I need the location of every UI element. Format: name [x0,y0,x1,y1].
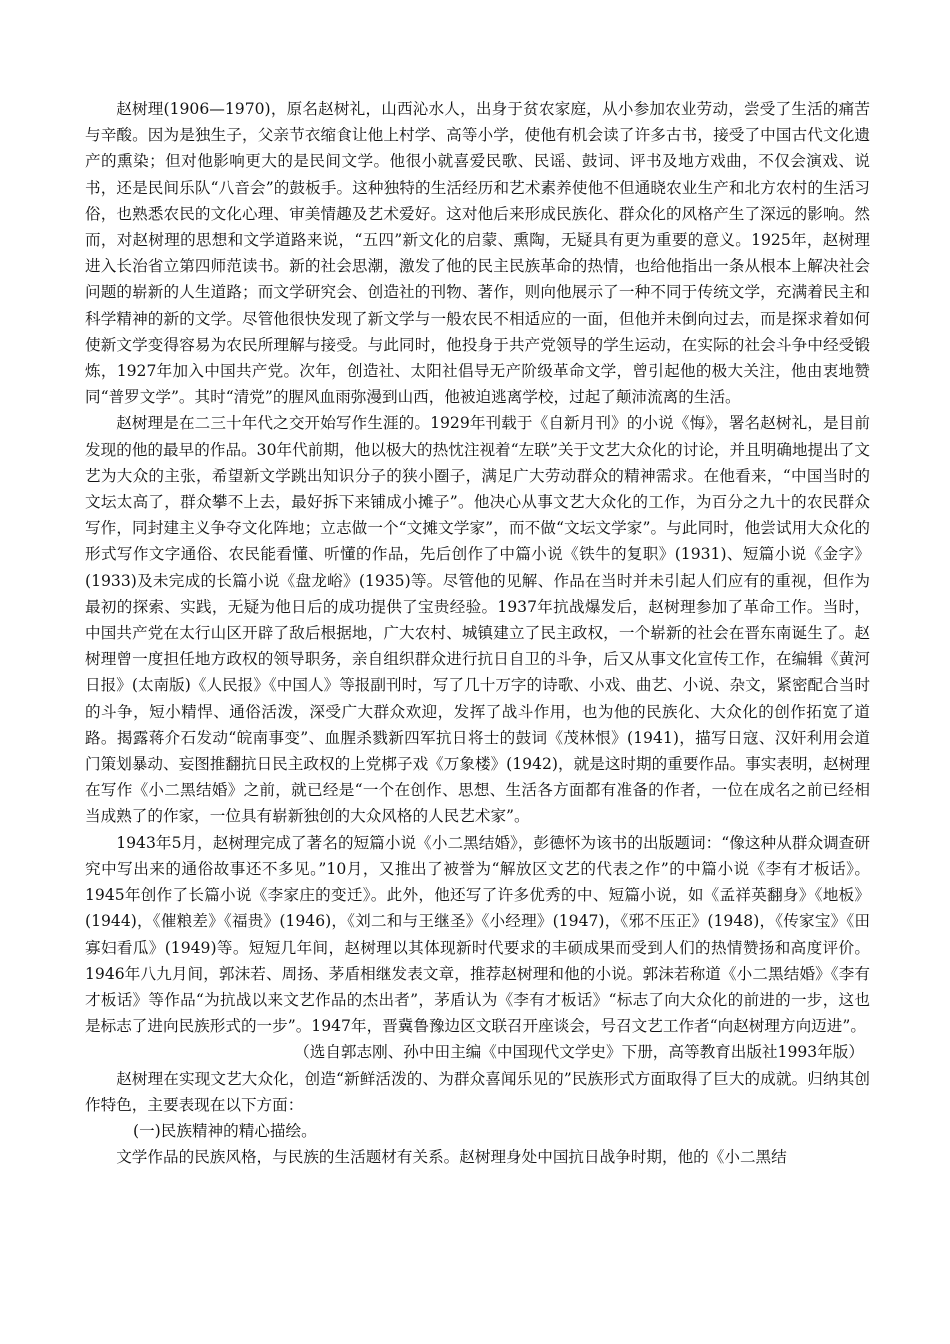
paragraph-early-career: 赵树理是在二三十年代之交开始写作生涯的。1929年刊载于《自新月刊》的小说《悔》，署名赵树礼，是目前发现的他的最早的作品。30年代前期，他以极大的热忱注视着“左联”关于文艺大众化的讨论，并且明确地提出了文艺为大众的主张，希望新文学跳出知识分子的狭小圈子，满足广大劳动群众的精神需求。在他看来，“中国当时的文坛太高了，群众攀不上去，最好拆下来铺成小摊子”。他决心从事文艺大众化的工作，为百分之九十的农民群众写作，同封建主义争夺文化阵地；立志做一个“文摊文学家”，而不做“文坛文学家”。与此同时，他尝试用大众化的形式写作文字通俗、农民能看懂、听懂的作品，先后创作了中篇小说《铁牛的复职》(1931)、短篇小说《金字》(1933)及未完成的长篇小说《盘龙峪》(1935)等。尽管他的见解、作品在当时并未引起人们应有的重视，但作为最初的探索、实践，无疑为他日后的成功提供了宝贵经验。1937年抗战爆发后，赵树理参加了革命工作。当时，中国共产党在太行山区开辟了敌后根据地，广大农村、城镇建立了民主政权，一个崭新的社会在晋东南诞生了。赵树理曾一度担任地方政权的领导职务，亲自组织群众进行抗日自卫的斗争，后又从事文化宣传工作，在编辑《黄河日报》(太南版)《人民报》《中国人》等报副刊时，写了几十万字的诗歌、小戏、曲艺、小说、杂文，紧密配合当时的斗争，短小精悍、通俗活泼，深受广大群众欢迎，发挥了战斗作用，也为他的民族化、大众化的创作拓宽了道路。揭露蒋介石发动“皖南事变”、血腥杀戮新四军抗日将士的鼓词《茂林恨》(1941)，描写日寇、汉奸利用会道门策划暴动、妄图推翻抗日民主政权的上党梆子戏《万象楼》(1942)，就是这时期的重要作品。事实表明，赵树理在写作《小二黑结婚》之前，就已经是“一个在创作、思想、生活各方面都有准备的作者，一位在成名之前已经相当成熟了的作家，一位具有崭新独创的大众风格的人民艺术家”。 [85,414,870,826]
document-page [85,96,870,1170]
paragraph-biography: 赵树理(1906—1970)，原名赵树礼，山西沁水人，出身于贫农家庭，从小参加农业劳动，尝受了生活的痛苦与辛酸。因为是独生子，父亲节衣缩食让他上村学、高等小学，使他有机会读了许多古书，接受了中国古代文化遗产的熏染；但对他影响更大的是民间文学。他很小就喜爱民歌、民谣、鼓词、评书及地方戏曲，不仅会演戏、说书，还是民间乐队“八音会”的鼓板手。这种独特的生活经历和艺术素养使他不但通晓农业生产和北方农村的生活习俗，也熟悉农民的文化心理、审美情趣及艺术爱好。这对他后来形成民族化、群众化的风格产生了深远的影响。然而，对赵树理的思想和文学道路来说，“五四”新文化的启蒙、熏陶，无疑具有更为重要的意义。1925年，赵树理进入长治省立第四师范读书。新的社会思潮，激发了他的民主民族革命的热情，也给他指出一条从根本上解决社会问题的崭新的人生道路；而文学研究会、创造社的刊物、著作，则向他展示了一种不同于传统文学，充满着民主和科学精神的新的文学。尽管他很快发现了新文学与一般农民不相适应的一面，但他并未倒向过去，而是探求着如何使新文学变得容易为农民所理解与接受。与此同时，他投身于共产党领导的学生运动，在实际的社会斗争中经受锻炼，1927年加入中国共产党。次年，创造社、太阳社倡导无产阶级革命文学，曾引起他的极大关注，他由衷地赞同“普罗文学”。其时“清党”的腥风血雨弥漫到山西，他被迫逃离学校，过起了颠沛流离的生活。 [85,100,870,407]
source-citation: （选自郭志刚、孙中田主编《中国现代文学史》下册，高等教育出版社1993年版） [294,1043,864,1062]
paragraph-summary: 赵树理在实现文艺大众化，创造“新鲜活泼的、为群众喜闻乐见的”民族形式方面取得了巨大的成就。归纳其创作特色，主要表现在以下方面： [85,1069,870,1114]
paragraph-1943-works: 1943年5月，赵树理完成了著名的短篇小说《小二黑结婚》，彭德怀为该书的出版题词：“像这种从群众调查研究中写出来的通俗故事还不多见。”10月，又推出了被誉为“解放区文艺的代表之作”的中篇小说《李有才板话》。1945年创作了长篇小说《李家庄的变迁》。此外，他还写了许多优秀的中、短篇小说，如《孟祥英翻身》《地板》(1944)，《催粮差》《福贵》(1946)，《刘二和与王继圣》《小经理》(1947)，《邪不压正》(1948)，《传家宝》《田寡妇看瓜》(1949)等。短短几年间，赵树理以其体现新时代要求的丰硕成果而受到人们的热情赞扬和高度评价。1946年八九月间，郭沫若、周扬、茅盾相继发表文章，推荐赵树理和他的小说。郭沫若称道《小二黑结婚》《李有才板话》等作品“为抗战以来文艺作品的杰出者”，茅盾认为《李有才板话》“标志了向大众化的前进的一步，这也是标志了进向民族形式的一步”。1947年，晋冀鲁豫边区文联召开座谈会，号召文艺工作者“向赵树理方向迈进”。 [85,833,870,1036]
paragraph-national-style: 文学作品的民族风格，与民族的生活题材有关系。赵树理身处中国抗日战争时期，他的《小二黑结 [116,1148,787,1167]
section-heading: (一)民族精神的精心描绘。 [133,1121,317,1140]
